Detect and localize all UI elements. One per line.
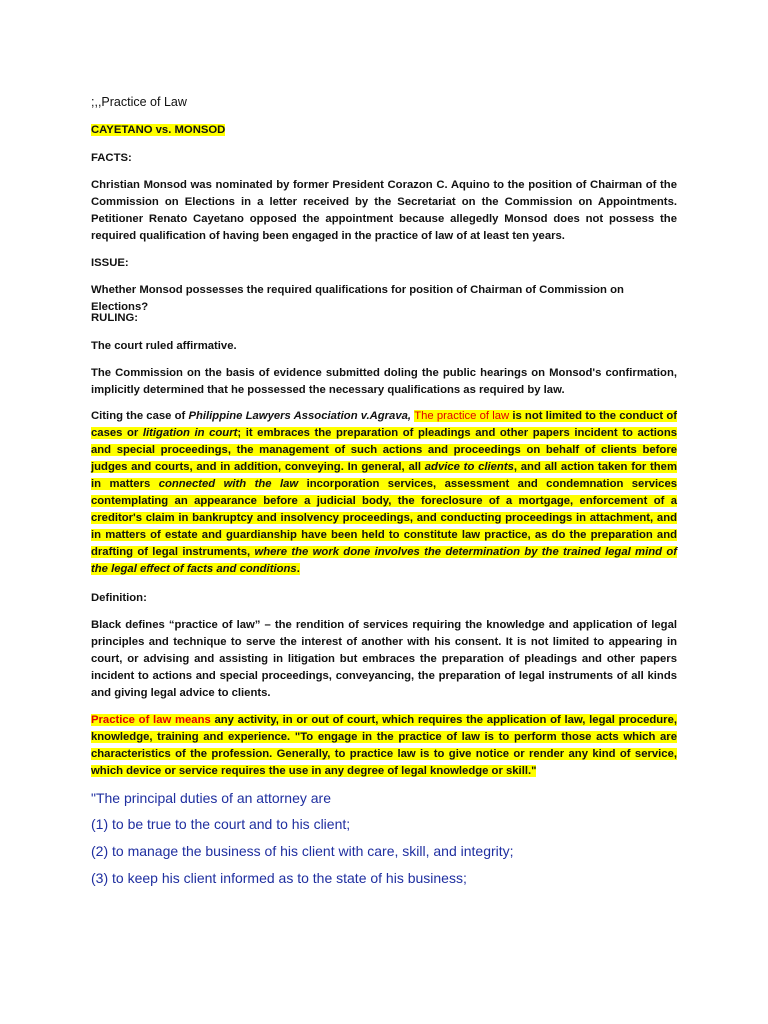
practice-means-label: Practice of law means <box>91 714 211 726</box>
issue-paragraph: Whether Monsod possesses the required qualifications for position of Chairman of Commission on Elections? <box>91 284 624 313</box>
case-name <box>91 122 677 139</box>
commission-paragraph: The Commission on the basis of evidence submitted doling the public hearings on Monsod's confirmation, implicitly determined that he possessed the necessary qualifications as required by law. <box>91 367 677 396</box>
issue-heading: ISSUE: <box>91 257 129 269</box>
citing-end: . <box>296 563 300 575</box>
citing-text-4: incorporation services, assessment and condemnation services contemplating an appearance before a judicial body, the foreclosure of a mortgage, enforcement of a creditor's claim in bankruptcy and insolvency proceedings, and conducting proceedings in attachment, and in matters of estate and guardianship have been held to constitute law practice, as do the preparation and drafting of legal instruments, <box>91 478 678 558</box>
ruling-paragraph: The court ruled affirmative. <box>91 340 237 352</box>
citing-intro: Citing the case of <box>91 410 189 422</box>
definition-heading: Definition: <box>91 592 147 604</box>
duty-item-3: (3) to keep his client informed as to the state of his business; <box>91 870 467 886</box>
page-title: ;,,Practice of Law <box>91 95 187 109</box>
definition-paragraph: Black defines “practice of law” – the rendition of services requiring the knowledge and application of legal principles and technique to serve the interest of another with his consent. It is not limited to appearing in court, or advising and assisting in litigation but embraces the preparation of pleadings and other papers incident to actions and special proceedings, conveyancing, the preparation of legal instruments of all kinds and giving legal advice to clients. <box>91 619 677 699</box>
facts-heading: FACTS: <box>91 152 132 164</box>
duties-intro: "The principal duties of an attorney are <box>91 790 331 806</box>
duty-item-2: (2) to manage the business of his client with care, skill, and integrity; <box>91 843 514 859</box>
practice-means-paragraph <box>91 712 677 780</box>
citing-text-1: is not limited to the conduct of cases or <box>91 410 677 439</box>
case-name-text: CAYETANO vs. MONSOD <box>91 124 226 136</box>
citing-text-2: ; it embraces the preparation of pleadings and other papers incident to actions and special proceedings, the management of such actions and proceedings on behalf of clients before judges and courts, and in addition, conveying. In general, all <box>91 427 678 473</box>
citing-practice-of-law: The practice of law <box>414 410 510 422</box>
facts-paragraph: Christian Monsod was nominated by former President Corazon C. Aquino to the position of Chairman of the Commission on Elections in a letter received by the Secretariat on the Commission on Appointments. Petitioner Renato Cayetano opposed the appointment because allegedly Monsod does not possess the required qualification of having been engaged in the practice of law of at least ten years. <box>91 179 677 242</box>
duty-item-1: (1) to be true to the court and to his client; <box>91 816 351 832</box>
citing-advice: advice to clients <box>424 461 514 473</box>
practice-means-text: any activity, in or out of court, which requires the application of law, legal procedure, knowledge, training and experience. "To engage in the practice of law is to perform those acts which are characteristics of the profession. Generally, to practice law is to give notice or render any kind of service, which device or service requires the use in any degree of legal knowledge or skill." <box>91 714 678 777</box>
citing-text-3: , and all action taken for them in matters <box>91 461 677 490</box>
citing-litigation: litigation in court <box>142 427 238 439</box>
citing-paragraph <box>91 408 677 578</box>
citing-case-name: Philippine Lawyers Association v.Agrava, <box>188 410 412 422</box>
ruling-heading: RULING: <box>91 312 139 324</box>
citing-connected: connected with the law <box>158 478 299 490</box>
citing-work-done: where the work done involves the determination by the trained legal mind of the legal effect of facts and conditions <box>91 546 677 575</box>
